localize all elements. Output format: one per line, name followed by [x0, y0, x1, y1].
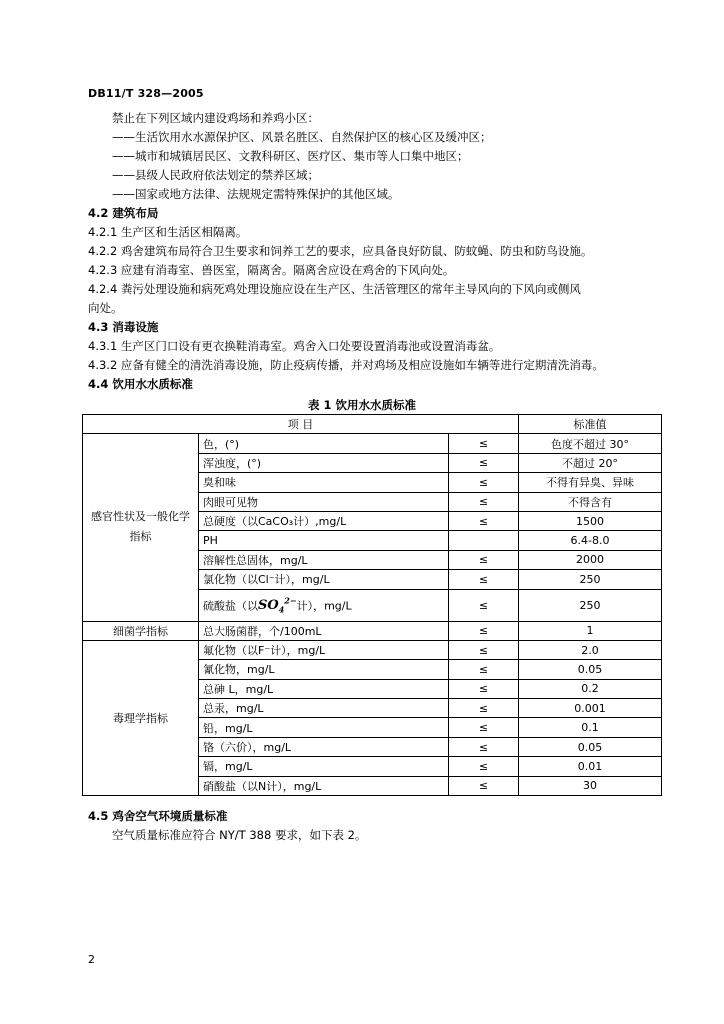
- std-cell: 1500: [519, 511, 662, 530]
- le-cell: ≤: [449, 434, 519, 453]
- le-cell: ≤: [449, 453, 519, 472]
- std-cell: 2000: [519, 550, 662, 569]
- table-row: [83, 434, 662, 453]
- clause-4-2-4: 4.2.4 粪污处理设施和病死鸡处理设施应设在生产区、生活管理区的常年主导风向的下风向或侧风: [88, 282, 581, 296]
- sulfate-formula: [258, 595, 297, 615]
- std-cell: 不超过 20°: [519, 453, 662, 472]
- clause-4-3-2: 4.3.2 应备有健全的清洗消毒设施，防止疫病传播，并对鸡场及相应设施如车辆等进行定期清洗消毒。: [88, 358, 604, 372]
- clause-4-2-4-cont: 向处。: [88, 301, 123, 315]
- std-cell: 0.001: [519, 699, 662, 718]
- std-cell: 不得含有: [519, 492, 662, 511]
- le-cell: ≤: [449, 570, 519, 589]
- intro-item: ——国家或地方法律、法规规定需特殊保护的其他区域。: [112, 187, 400, 201]
- item-cell: 氰化物，mg/L: [199, 660, 449, 679]
- section-4-2-title: 4.2 建筑布局: [88, 206, 159, 220]
- std-cell: 2.0: [519, 640, 662, 659]
- item-cell: 总汞，mg/L: [199, 699, 449, 718]
- le-cell: ≤: [449, 699, 519, 718]
- item-cell: 臭和味: [199, 473, 449, 492]
- le-cell: [449, 531, 519, 550]
- item-cell: 总硬度（以CaCO₃计）,mg/L: [199, 511, 449, 530]
- table-header-row: [83, 415, 662, 434]
- clause-4-2-2: 4.2.2 鸡舍建筑布局符合卫生要求和饲养工艺的要求，应具备良好防鼠、防蚊蝇、防虫和防鸟设施。: [88, 244, 593, 258]
- item-cell: 铬（六价），mg/L: [199, 737, 449, 756]
- clause-4-2-1: 4.2.1 生产区和生活区相隔离。: [88, 225, 248, 239]
- formula-sub: 4: [278, 604, 285, 615]
- item-cell: PH: [199, 531, 449, 550]
- std-cell: 0.05: [519, 660, 662, 679]
- sulfate-label-pre: 硫酸盐（以: [203, 598, 258, 612]
- std-cell: 色度不超过 30°: [519, 434, 662, 453]
- item-cell: 溶解性总固体，mg/L: [199, 550, 449, 569]
- std-cell: 1: [519, 621, 662, 640]
- std-cell: 0.01: [519, 757, 662, 776]
- std-cell: 0.1: [519, 718, 662, 737]
- intro-item: ——县级人民政府依法划定的禁养区域；: [112, 168, 319, 182]
- item-cell: [199, 589, 449, 621]
- le-cell: ≤: [449, 621, 519, 640]
- intro-lead: 禁止在下列区域内建设鸡场和养鸡小区：: [112, 111, 319, 125]
- std-cell: 30: [519, 776, 662, 795]
- item-cell: 浑浊度，(°): [199, 453, 449, 472]
- item-cell: 铅，mg/L: [199, 718, 449, 737]
- page-number: 2: [88, 953, 95, 966]
- le-cell: ≤: [449, 718, 519, 737]
- le-cell: ≤: [449, 737, 519, 756]
- group-bacterial: 细菌学指标: [83, 621, 199, 640]
- le-cell: ≤: [449, 589, 519, 621]
- item-cell: 硝酸盐（以N计），mg/L: [199, 776, 449, 795]
- table-caption: 表 1 饮用水水质标准: [307, 398, 416, 412]
- clause-4-5-text: 空气质量标准应符合 NY/T 388 要求，如下表 2。: [112, 828, 367, 842]
- item-cell: 氟化物（以F⁻计），mg/L: [199, 640, 449, 659]
- le-cell: ≤: [449, 679, 519, 698]
- std-cell: 0.2: [519, 679, 662, 698]
- item-cell: 肉眼可见物: [199, 492, 449, 511]
- le-cell: ≤: [449, 640, 519, 659]
- item-cell: 总砷 L，mg/L: [199, 679, 449, 698]
- item-cell: 氯化物（以Cl⁻计），mg/L: [199, 570, 449, 589]
- item-cell: 色，(°): [199, 434, 449, 453]
- std-cell: 不得有异臭、异味: [519, 473, 662, 492]
- formula-sup: 2−: [284, 595, 297, 606]
- header-item: 项 目: [83, 415, 519, 434]
- section-4-5-title: 4.5 鸡舍空气环境质量标准: [88, 809, 228, 823]
- table-row: [83, 640, 662, 659]
- le-cell: ≤: [449, 776, 519, 795]
- section-4-3-title: 4.3 消毒设施: [88, 320, 159, 334]
- std-cell: 6.4-8.0: [519, 531, 662, 550]
- table-row: [83, 621, 662, 640]
- header-standard: 标准值: [519, 415, 662, 434]
- group-sensory: 感官性状及一般化学指标: [83, 434, 199, 621]
- intro-item: ——城市和城镇居民区、文教科研区、医疗区、集市等人口集中地区；: [112, 149, 469, 163]
- le-cell: ≤: [449, 550, 519, 569]
- std-cell: 250: [519, 570, 662, 589]
- item-cell: 镉，mg/L: [199, 757, 449, 776]
- formula-chem: SO: [258, 597, 279, 613]
- le-cell: ≤: [449, 511, 519, 530]
- section-4-4-title: 4.4 饮用水水质标准: [88, 377, 193, 391]
- water-quality-table: [82, 414, 662, 796]
- le-cell: ≤: [449, 757, 519, 776]
- group-toxic: 毒理学指标: [83, 640, 199, 795]
- item-cell: 总大肠菌群，个/100mL: [199, 621, 449, 640]
- clause-4-2-3: 4.2.3 应建有消毒室、兽医室，隔离舍。隔离舍应设在鸡舍的下风向处。: [88, 263, 455, 277]
- le-cell: ≤: [449, 473, 519, 492]
- le-cell: ≤: [449, 492, 519, 511]
- sulfate-label-post: 计），mg/L: [296, 598, 352, 612]
- le-cell: ≤: [449, 660, 519, 679]
- std-cell: 250: [519, 589, 662, 621]
- std-cell: 0.05: [519, 737, 662, 756]
- intro-item: ——生活饮用水水源保护区、风景名胜区、自然保护区的核心区及缓冲区；: [112, 130, 492, 144]
- document-code: DB11/T 328—2005: [88, 87, 204, 100]
- clause-4-3-1: 4.3.1 生产区门口设有更衣换鞋消毒室。鸡舍入口处要设置消毒池或设置消毒盆。: [88, 339, 501, 353]
